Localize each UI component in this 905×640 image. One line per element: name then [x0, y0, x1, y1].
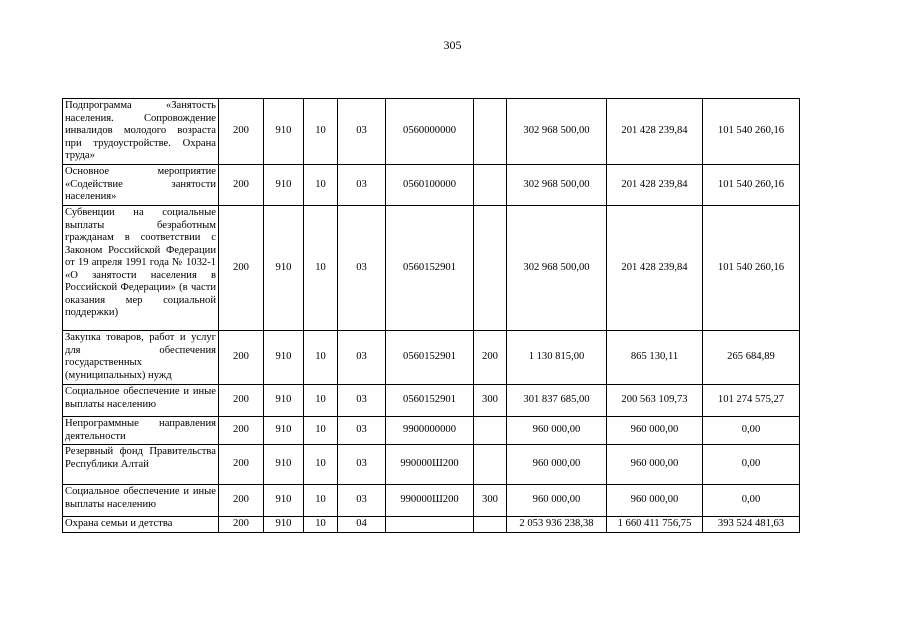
cell-sub: 03 [338, 165, 386, 206]
cell-glv: 200 [219, 485, 264, 517]
cell-executed: 201 428 239,84 [607, 165, 703, 206]
cell-remaining: 0,00 [703, 485, 800, 517]
row-name: Социальное обеспечение и иные выплаты населению [63, 485, 219, 517]
cell-csr: 990000Ш200 [386, 485, 474, 517]
cell-executed: 960 000,00 [607, 445, 703, 485]
cell-rz: 910 [264, 445, 304, 485]
cell-pr: 10 [304, 385, 338, 417]
cell-csr [386, 517, 474, 533]
cell-remaining: 0,00 [703, 417, 800, 445]
cell-amount: 2 053 936 238,38 [507, 517, 607, 533]
cell-sub: 03 [338, 445, 386, 485]
cell-executed: 960 000,00 [607, 417, 703, 445]
cell-pr: 10 [304, 417, 338, 445]
cell-vr [474, 206, 507, 331]
cell-sub: 03 [338, 485, 386, 517]
cell-remaining: 101 540 260,16 [703, 165, 800, 206]
table-row [63, 385, 800, 417]
cell-amount: 960 000,00 [507, 445, 607, 485]
cell-csr: 990000Ш200 [386, 445, 474, 485]
cell-amount: 302 968 500,00 [507, 99, 607, 165]
cell-glv: 200 [219, 517, 264, 533]
page-number: 305 [443, 38, 462, 52]
table-row [63, 417, 800, 445]
table-row [63, 206, 800, 331]
cell-rz: 910 [264, 517, 304, 533]
cell-vr [474, 417, 507, 445]
cell-glv: 200 [219, 385, 264, 417]
cell-amount: 960 000,00 [507, 417, 607, 445]
cell-remaining: 101 540 260,16 [703, 99, 800, 165]
cell-csr: 0560152901 [386, 206, 474, 331]
cell-vr [474, 165, 507, 206]
cell-amount: 302 968 500,00 [507, 165, 607, 206]
cell-executed: 1 660 411 756,75 [607, 517, 703, 533]
row-name: Закупка товаров, работ и услуг для обеспечения государственных (муниципальных) нужд [63, 331, 219, 385]
cell-remaining: 265 684,89 [703, 331, 800, 385]
cell-vr: 200 [474, 331, 507, 385]
cell-rz: 910 [264, 165, 304, 206]
row-name: Социальное обеспечение и иные выплаты населению [63, 385, 219, 417]
cell-remaining: 393 524 481,63 [703, 517, 800, 533]
cell-vr [474, 517, 507, 533]
cell-csr: 9900000000 [386, 417, 474, 445]
row-name: Резервный фонд Правительства Республики Алтай [63, 445, 219, 485]
cell-rz: 910 [264, 99, 304, 165]
cell-pr: 10 [304, 517, 338, 533]
cell-executed: 865 130,11 [607, 331, 703, 385]
cell-glv: 200 [219, 331, 264, 385]
budget-table [62, 98, 800, 533]
cell-vr: 300 [474, 385, 507, 417]
cell-sub: 03 [338, 385, 386, 417]
cell-sub: 03 [338, 99, 386, 165]
cell-pr: 10 [304, 165, 338, 206]
row-name: Подпрограмма «Занятость населения. Сопровождение инвалидов молодого возраста при трудоустройстве. Охрана труда» [63, 99, 219, 165]
cell-vr: 300 [474, 485, 507, 517]
cell-glv: 200 [219, 206, 264, 331]
cell-pr: 10 [304, 331, 338, 385]
cell-csr: 0560152901 [386, 331, 474, 385]
cell-executed: 201 428 239,84 [607, 206, 703, 331]
cell-executed: 201 428 239,84 [607, 99, 703, 165]
cell-sub: 04 [338, 517, 386, 533]
cell-rz: 910 [264, 206, 304, 331]
cell-amount: 1 130 815,00 [507, 331, 607, 385]
row-name: Охрана семьи и детства [63, 517, 219, 533]
cell-csr: 0560152901 [386, 385, 474, 417]
cell-glv: 200 [219, 445, 264, 485]
row-name: Субвенции на социальные выплаты безработным гражданам в соответствии с Законом Российской Федерации от 19 апреля 1991 года № 1032-1 «О занятости населения в Российской Федерации» (в части оказания мер социальной поддержки) [63, 206, 219, 331]
row-name: Основное мероприятие «Содействие занятости населения» [63, 165, 219, 206]
table-row [63, 331, 800, 385]
table-row [63, 485, 800, 517]
table-row [63, 517, 800, 533]
cell-remaining: 101 540 260,16 [703, 206, 800, 331]
cell-sub: 03 [338, 206, 386, 331]
cell-amount: 960 000,00 [507, 485, 607, 517]
cell-amount: 302 968 500,00 [507, 206, 607, 331]
cell-pr: 10 [304, 445, 338, 485]
cell-glv: 200 [219, 417, 264, 445]
cell-rz: 910 [264, 485, 304, 517]
cell-vr [474, 445, 507, 485]
cell-sub: 03 [338, 331, 386, 385]
cell-csr: 0560000000 [386, 99, 474, 165]
cell-remaining: 0,00 [703, 445, 800, 485]
cell-amount: 301 837 685,00 [507, 385, 607, 417]
table-row [63, 445, 800, 485]
row-name: Непрограммные направления деятельности [63, 417, 219, 445]
table-row [63, 99, 800, 165]
cell-glv: 200 [219, 99, 264, 165]
cell-executed: 960 000,00 [607, 485, 703, 517]
table-row [63, 165, 800, 206]
cell-rz: 910 [264, 385, 304, 417]
cell-pr: 10 [304, 206, 338, 331]
cell-pr: 10 [304, 99, 338, 165]
cell-pr: 10 [304, 485, 338, 517]
cell-rz: 910 [264, 331, 304, 385]
cell-vr [474, 99, 507, 165]
cell-glv: 200 [219, 165, 264, 206]
cell-csr: 0560100000 [386, 165, 474, 206]
cell-sub: 03 [338, 417, 386, 445]
cell-rz: 910 [264, 417, 304, 445]
cell-executed: 200 563 109,73 [607, 385, 703, 417]
cell-remaining: 101 274 575,27 [703, 385, 800, 417]
